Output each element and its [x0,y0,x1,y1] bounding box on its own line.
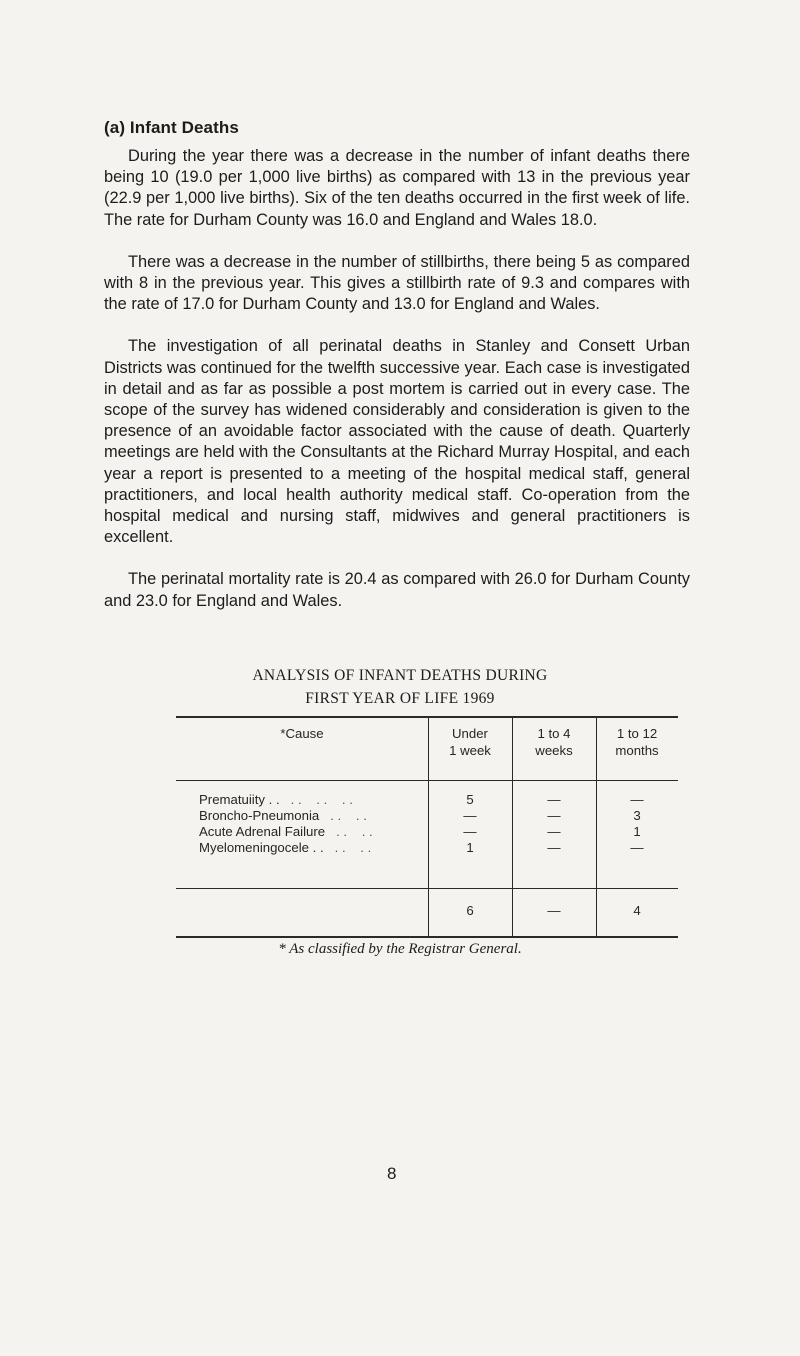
table-row-cause: Myelomeningocele . . . . . . [199,840,372,855]
table-total-rule [176,888,678,889]
paragraph-perinatal-rate: The perinatal mortality rate is 20.4 as compared with 26.0 for Durham County and 23.0 for England and Wales. [104,570,690,610]
header-1-to-4-weeks: 1 to 4 weeks [535,726,573,758]
table-cell-under-week: 5 [466,792,474,807]
paragraph-infant-deaths: During the year there was a decrease in the number of infant deaths there being 10 (19.0 per 1,000 live births) as compared with 13 in the previous year (22.9 per 1,000 live births). Six of the ten deaths occurred in the first week of life. The rate for Durham County was 16.0 and England and Wales 18.0. [104,147,690,229]
table-row-cause: Broncho-Pneumonia . . . . [199,808,367,823]
table-footnote: * As classified by the Registrar General. [278,941,522,957]
table-title-line-2: FIRST YEAR OF LIFE 1969 [305,690,495,707]
table-cell-1-to-4: — [547,792,561,807]
table-cell-under-week: 1 [466,840,474,855]
document-body [104,118,690,612]
table-title-line-1: ANALYSIS OF INFANT DEATHS DURING [252,667,548,684]
table-row-cause: Acute Adrenal Failure . . . . [199,824,373,839]
infant-deaths-table [176,716,678,938]
table-row-cause: Prematuiity . . . . . . . . [199,792,353,807]
section-heading: (a) Infant Deaths [104,118,239,137]
table-cell-under-week: — [463,824,477,839]
table-top-rule [176,716,678,718]
table-total-under-week: 6 [466,903,474,918]
table-header-rule [176,780,678,781]
header-cause: *Cause [280,726,324,741]
table-total-1-to-12: 4 [633,903,641,918]
header-1-to-12-months: 1 to 12 months [615,726,659,758]
page-number: 8 [387,1164,397,1183]
table-cell-1-to-12: — [630,792,644,807]
table-cell-1-to-12: 3 [633,808,641,823]
table-cell-1-to-4: — [547,808,561,823]
table-cell-1-to-4: — [547,824,561,839]
paragraph-perinatal-investigation: The investigation of all perinatal deaths in Stanley and Consett Urban Districts was continued for the twelfth successive year. Each case is investigated in detail and as far as possible a post mortem is carried out in every case. The scope of the survey has widened considerably and consideration is given to the presence of an avoidable factor associated with the cause of death. Quarterly meetings are held with the Consultants at the Richard Murray Hospital, and each year a report is presented to a meeting of the hospital medical staff, general practitioners, and local health authority medical staff. Co-operation from the hospital medical and nursing staff, midwives and general practitioners is excellent. [104,337,690,547]
table-total-1-to-4: — [547,903,561,918]
header-under-1-week: Under 1 week [449,726,491,758]
table-bottom-rule [176,936,678,938]
table-cell-under-week: — [463,808,477,823]
table-title [0,664,800,710]
table-cell-1-to-12: 1 [633,824,641,839]
table-cell-1-to-12: — [630,840,644,855]
paragraph-stillbirths: There was a decrease in the number of stillbirths, there being 5 as compared with 8 in the previous year. This gives a stillbirth rate of 9.3 and compares with the rate of 17.0 for Durham County and 13.0 for England and Wales. [104,252,690,314]
table-cell-1-to-4: — [547,840,561,855]
